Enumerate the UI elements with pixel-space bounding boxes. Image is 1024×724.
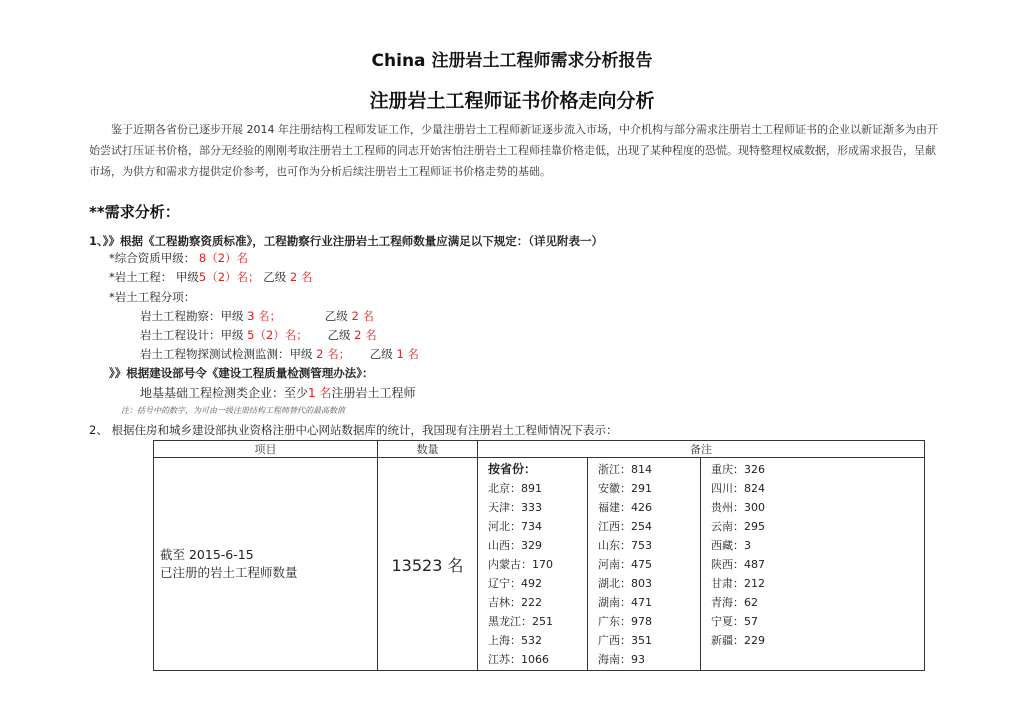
- header-count: 数量: [378, 441, 478, 458]
- section-heading: **需求分析：: [89, 203, 180, 221]
- province-entry: 山东：753: [598, 539, 652, 552]
- province-entry: 重庆：326: [711, 463, 765, 476]
- province-entry: 江西：254: [598, 520, 652, 533]
- province-entry: 陕西：487: [711, 558, 765, 571]
- subitems-heading: *岩土工程分项：: [109, 290, 196, 304]
- regulation-line: [140, 384, 415, 401]
- item1-heading-line: [89, 233, 603, 249]
- item2-text: 根据住房和城乡建设部执业资格注册中心网站数据库的统计，我国现有注册岩土工程师情况下表示：: [111, 423, 618, 437]
- item1-number: 1、: [89, 234, 103, 248]
- province-entry: 云南：295: [711, 520, 765, 533]
- design-b-value: 2 名: [354, 328, 377, 342]
- item2-number: 2、: [89, 423, 108, 437]
- province-entry: 甘肃：212: [711, 577, 765, 590]
- regulation-prefix: 》》: [109, 366, 127, 380]
- province-entry: 福建：426: [598, 501, 652, 514]
- survey-b-label: 乙级: [324, 309, 348, 323]
- province-entry: 黑龙江：251: [488, 615, 553, 628]
- testing-b-label: 乙级: [369, 347, 393, 361]
- province-entry: 辽宁：492: [488, 577, 542, 590]
- testing-b-value: 1 名: [396, 347, 419, 361]
- testing-label: 岩土工程物探测试检测监测：甲级: [140, 347, 313, 361]
- province-entry: 青海：62: [711, 596, 758, 609]
- province-entry: 河北：734: [488, 520, 542, 533]
- province-entry: 江苏：1066: [488, 653, 549, 666]
- geotech-a-label: 甲级: [175, 270, 199, 284]
- province-entry: 广东：978: [598, 615, 652, 628]
- report-title: China 注册岩土工程师需求分析报告: [371, 51, 653, 71]
- province-entry: 西藏：3: [711, 539, 751, 552]
- province-entry: 山西：329: [488, 539, 542, 552]
- regulation-heading: 根据建设部号令《建设工程质量检测管理办法》：: [126, 366, 374, 380]
- item2-line: [89, 422, 617, 438]
- province-entry: 内蒙古：170: [488, 558, 553, 571]
- province-entry: 湖北：803: [598, 577, 652, 590]
- by-province-label: 按省份：: [488, 462, 537, 476]
- province-entry: 广西：351: [598, 634, 652, 647]
- report-subtitle: 注册岩土工程师证书价格走向分析: [369, 90, 655, 112]
- province-entry: 四川：824: [711, 482, 765, 495]
- province-entry: 北京：891: [488, 482, 542, 495]
- province-entry: 河南：475: [598, 558, 652, 571]
- design-line: [140, 327, 377, 343]
- province-entry: 上海：532: [488, 634, 542, 647]
- item-date: 截至 2015-6-15: [160, 547, 254, 562]
- testing-line: [140, 346, 419, 362]
- province-entry: 宁夏：57: [711, 615, 758, 628]
- geotech-a-value: 5（2）名；: [198, 270, 260, 284]
- regulation-text-after: 注册岩土工程师: [331, 386, 416, 400]
- province-column-3: [701, 458, 924, 670]
- item1-prefix: 》》: [102, 234, 121, 248]
- geotech-label: *岩土工程：: [109, 270, 173, 284]
- design-a-value: 5（2）名；: [247, 328, 308, 342]
- design-b-label: 乙级: [327, 328, 351, 342]
- geotech-b-value: 2 名: [289, 270, 313, 284]
- engineer-count-table: [153, 440, 925, 671]
- province-entry: 天津：333: [488, 501, 542, 514]
- regulation-text-before: 地基基础工程检测类企业：至少: [140, 386, 309, 400]
- survey-line: [140, 308, 374, 324]
- geotech-b-label: 乙级: [263, 270, 287, 284]
- province-entry: 湖南：471: [598, 596, 652, 609]
- province-entry: 贵州：300: [711, 501, 765, 514]
- province-entry: 吉林：222: [488, 596, 542, 609]
- geotech-line: [109, 269, 312, 285]
- regulation-value: 1 名: [308, 386, 332, 400]
- comprehensive-value: 8（2）名: [198, 251, 249, 265]
- comprehensive-line: [109, 250, 248, 266]
- count-cell: 13523 名: [378, 458, 478, 671]
- comprehensive-label: *综合资质甲级：: [109, 251, 196, 265]
- header-notes: 备注: [478, 441, 925, 458]
- survey-a-value: 3 名；: [247, 309, 282, 323]
- table-row: [154, 458, 925, 671]
- province-column-1: [478, 458, 588, 670]
- notes-cell: [478, 458, 925, 671]
- item-cell: [154, 458, 378, 671]
- survey-b-value: 2 名: [351, 309, 374, 323]
- province-entry: 新疆：229: [711, 634, 765, 647]
- survey-label: 岩土工程勘察：甲级: [140, 309, 244, 323]
- intro-paragraph: 鉴于近期各省份已逐步开展 2014 年注册结构工程师发证工作，少量注册岩土工程师新证逐步流入市场，中介机构与部分需求注册岩土工程师证书的企业以新证渐多为由开始尝试打压证书价格，部分无经验的刚刚考取注册岩土工程师的同志开始害怕注册岩土工程师挂靠价格走低，出现了某种程度的恐慌。现特整理权威数据，形成需求报告，呈献市场，为供方和需求方提供定价参考，也可作为分析后续注册岩土工程师证书价格走势的基础。: [89, 123, 938, 178]
- header-item: 项目: [154, 441, 378, 458]
- table-header-row: [154, 441, 925, 458]
- province-column-2: [588, 458, 701, 670]
- province-entry: 海南：93: [598, 653, 645, 666]
- province-entry: 浙江：814: [598, 463, 652, 476]
- regulation-heading-line: [109, 365, 374, 381]
- item-description: 已注册的岩土工程师数量: [160, 565, 298, 580]
- item1-heading: 根据《工程勘察资质标准》，工程勘察行业注册岩土工程师数量应满足以下规定：（详见附表一）: [120, 234, 604, 248]
- design-label: 岩土工程设计：甲级: [140, 328, 244, 342]
- province-entry: 安徽：291: [598, 482, 652, 495]
- testing-a-value: 2 名；: [316, 347, 351, 361]
- footnote: 注：括号中的数字，为可由一级注册结构工程师替代的最高数值: [121, 406, 345, 415]
